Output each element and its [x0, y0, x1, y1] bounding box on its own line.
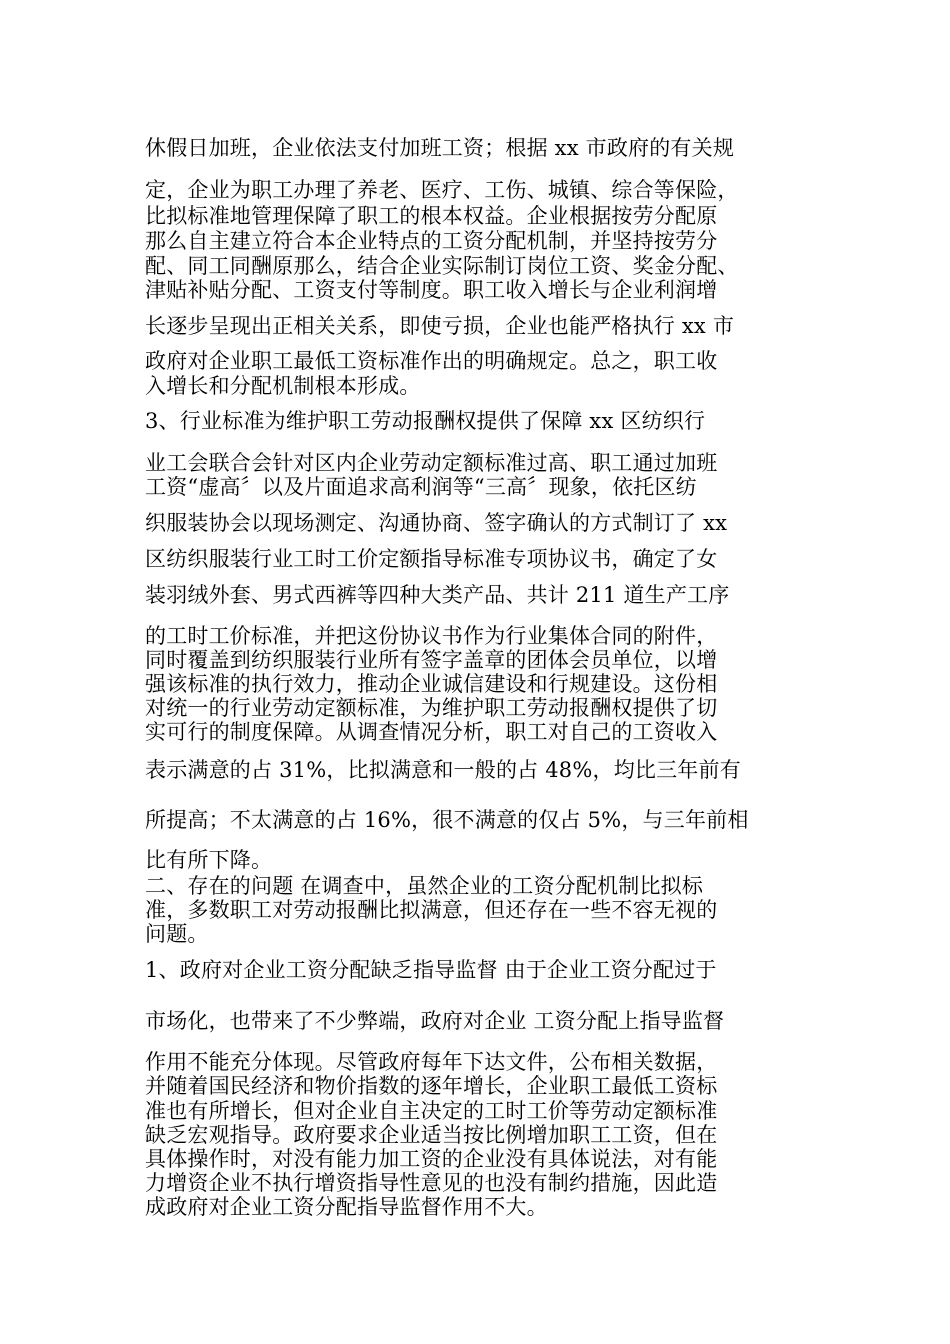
text-line: 准也有所增长，但对企业自主决定的工时工价等劳动定额标准 [145, 1099, 718, 1123]
text-line: 表示满意的占 31%，比拟满意和一般的占 48%，均比三年前有 [145, 758, 741, 782]
text-line: 入增长和分配机制根本形成。 [145, 374, 421, 398]
text-line: 作用不能充分体现。尽管政府每年下达文件，公布相关数据， [145, 1050, 718, 1074]
text-line: 装羽绒外套、男式西裤等四种大类产品、共计 211 道生产工序 [145, 583, 730, 607]
text-line: 问题。 [145, 922, 209, 946]
text-line: 定，企业为职工办理了养老、医疗、工伤、城镇、综合等保险， [145, 178, 739, 202]
text-line: 比拟标准地管理保障了职工的根本权益。企业根据按劳分配原 [145, 204, 718, 228]
text-line: 那么自主建立符合本企业特点的工资分配机制，并坚持按劳分 [145, 229, 718, 253]
text-line: 并随着国民经济和物价指数的逐年增长，企业职工最低工资标 [145, 1074, 718, 1098]
text-line: 休假日加班，企业依法支付加班工资；根据 xx 市政府的有关规 [145, 136, 735, 160]
text-line: 强该标准的执行效力，推动企业诚信建设和行规建设。这份相 [145, 672, 718, 696]
text-line: 准，多数职工对劳动报酬比拟满意，但还存在一些不容无视的 [145, 898, 718, 922]
text-line: 缺乏宏观指导。政府要求企业适当按比例增加职工工资，但在 [145, 1123, 718, 1147]
text-line: 力增资企业不执行增资指导性意见的也没有制约措施，因此造 [145, 1171, 718, 1195]
text-line: 区纺织服装行业工时工价定额指导标准专项协议书，确定了女 [145, 547, 718, 571]
text-line: 津贴补贴分配、工资支付等制度。职工收入增长与企业利润增 [145, 278, 718, 302]
text-line: 对统一的行业劳动定额标准，为维护职工劳动报酬权提供了切 [145, 696, 718, 720]
text-line: 同时覆盖到纺织服装行业所有签字盖章的团体会员单位，以增 [145, 648, 718, 672]
text-line: 市场化，也带来了不少弊端，政府对企业 工资分配上指导监督 [145, 1009, 725, 1033]
text-line: 二、存在的问题 在调查中，虽然企业的工资分配机制比拟标 [145, 874, 704, 898]
text-line: 业工会联合会针对区内企业劳动定额标准过高、职工通过加班 [145, 451, 718, 475]
text-line: 1、政府对企业工资分配缺乏指导监督 由于企业工资分配过于 [145, 958, 717, 982]
text-line: 的工时工价标准，并把这份协议书作为行业集体合同的附件， [145, 624, 718, 648]
text-line: 成政府对企业工资分配指导监督作用不大。 [145, 1195, 548, 1219]
text-line: 政府对企业职工最低工资标准作出的明确规定。总之，职工收 [145, 349, 718, 373]
text-line: 工资“虚高〞以及片面追求高利润等“三高〞现象，依托区纺 [145, 475, 697, 499]
text-line: 比有所下降。 [145, 848, 273, 872]
text-line: 实可行的制度保障。从调查情况分析，职工对自己的工资收入 [145, 720, 718, 744]
text-line: 配、同工同酬原那么，结合企业实际制订岗位工资、奖金分配、 [145, 254, 739, 278]
text-line: 具体操作时，对没有能力加工资的企业没有具体说法，对有能 [145, 1147, 718, 1171]
text-line: 3、行业标准为维护职工劳动报酬权提供了保障 xx 区纺织行 [145, 409, 706, 433]
text-line: 织服装协会以现场测定、沟通协商、签字确认的方式制订了 xx [145, 511, 728, 535]
text-line: 长逐步呈现出正相关关系，即使亏损，企业也能严格执行 xx 市 [145, 314, 735, 338]
text-line: 所提高；不太满意的占 16%，很不满意的仅占 5%，与三年前相 [145, 808, 749, 832]
